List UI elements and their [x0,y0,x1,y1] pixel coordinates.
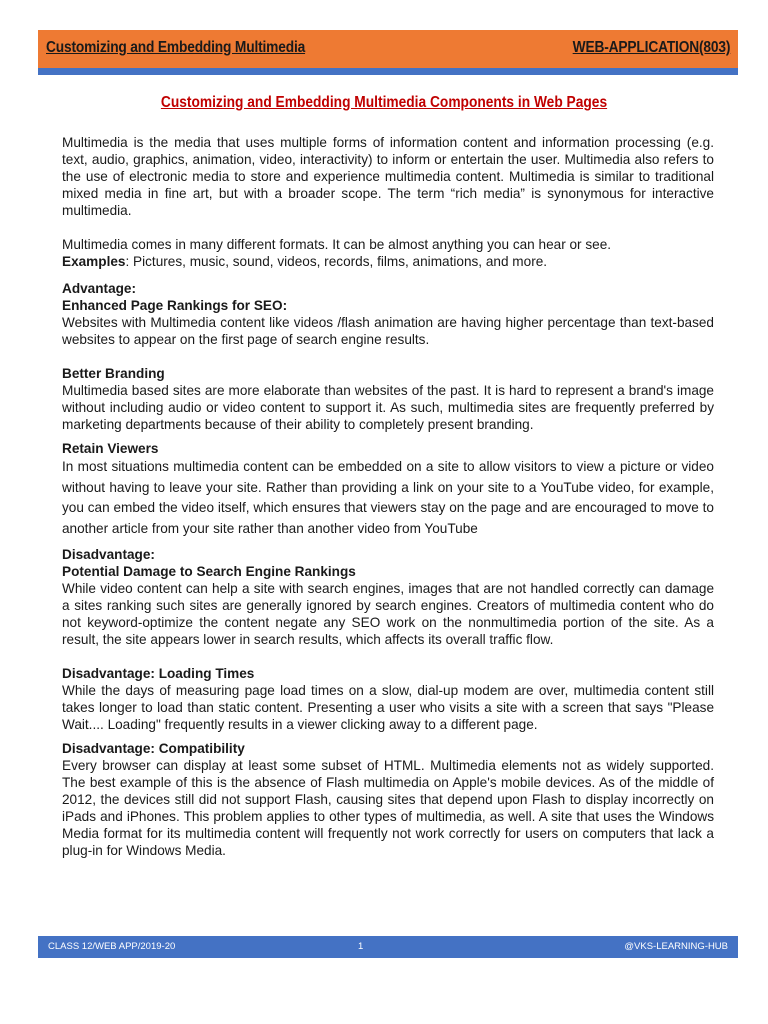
loading-heading: Disadvantage: Loading Times [62,666,255,681]
footer-brand: @VKS-LEARNING-HUB [624,941,728,952]
header-subject-code: WEB-APPLICATION(803) [572,39,730,56]
formats-paragraph [62,236,714,270]
advantage-heading: Advantage: [62,281,137,296]
compatibility-paragraph: Every browser can display at least some subset of HTML. Multimedia elements not as widely supported. The best example of this is the absence of Flash multimedia on Apple's mobile devices. As of the middle of 2012, the devices still did not support Flash, causing sites that depend upon Flash to display incorrectly on iPads and iPhones. This problem applies to other types of multimedia, as well. A site that uses the Windows Media format for its multimedia content will frequently not work correctly for users on computers that lack a plug-in for Windows Media. [62,758,714,858]
disadvantage-heading: Disadvantage: [62,547,155,562]
formats-text: Multimedia comes in many different formats. It can be almost anything you can hear or see. [62,237,612,252]
document-title: Customizing and Embedding Multimedia Components in Web Pages [160,94,608,111]
page-header [38,30,738,68]
document-body [62,134,714,859]
branding-paragraph: Multimedia based sites are more elaborate than websites of the past. It is hard to represent a brand's image without including audio or video content to support it. As such, multimedia sites are frequently preferred by marketing departments because of their ability to completely present branding. [62,383,714,432]
branding-heading: Better Branding [62,366,165,381]
retain-heading: Retain Viewers [62,441,159,456]
loading-paragraph: While the days of measuring page load times on a slow, dial-up modem are over, multimedia content still takes longer to load than static content. Presenting a user who visits a site with a screen that says "Please Wait.... Loading" frequently results in a viewer clicking away to a different page. [62,683,714,732]
retain-paragraph: In most situations multimedia content can be embedded on a site to allow visitors to view a picture or video without having to leave your site. Rather than providing a link on your site to a YouTube video, for example, you can embed the video itself, which ensures that viewers stay on the page and are encouraged to move to another article from your site rather than another video from YouTube [62,459,714,536]
page-footer [38,936,738,958]
examples-text: : Pictures, music, sound, videos, records, films, animations, and more. [125,254,548,269]
footer-class-label: CLASS 12/WEB APP/2019-20 [48,941,176,952]
intro-paragraph: Multimedia is the media that uses multiple forms of information content and information processing (e.g. text, audio, graphics, animation, video, interactivity) to inform or entertain the user. Multimedia also refers to the use of electronic media to store and experience multimedia content. Multimedia is similar to traditional mixed media in fine art, but with a broader scope. The term “rich media” is synonymous for interactive multimedia. [62,135,714,218]
header-divider [38,68,738,75]
seo-paragraph: Websites with Multimedia content like videos /flash animation are having higher percentage than text-based websites to appear on the first page of search engine results. [62,315,714,347]
examples-label: Examples [62,254,126,269]
damage-heading: Potential Damage to Search Engine Rankings [62,564,356,579]
footer-page-number: 1 [358,941,364,952]
damage-paragraph: While video content can help a site with search engines, images that are not handled correctly can damage a sites ranking such sites are generally ignored by search engines. Creators of multimedia content who do not keyword-optimize the content negate any SEO work on the nonmultimedia portion of the site. As a result, the site appears lower in search results, which affects its overall traffic flow. [62,581,714,647]
header-chapter-title: Customizing and Embedding Multimedia [46,39,306,56]
seo-heading: Enhanced Page Rankings for SEO: [62,298,288,313]
compatibility-heading: Disadvantage: Compatibility [62,741,245,756]
